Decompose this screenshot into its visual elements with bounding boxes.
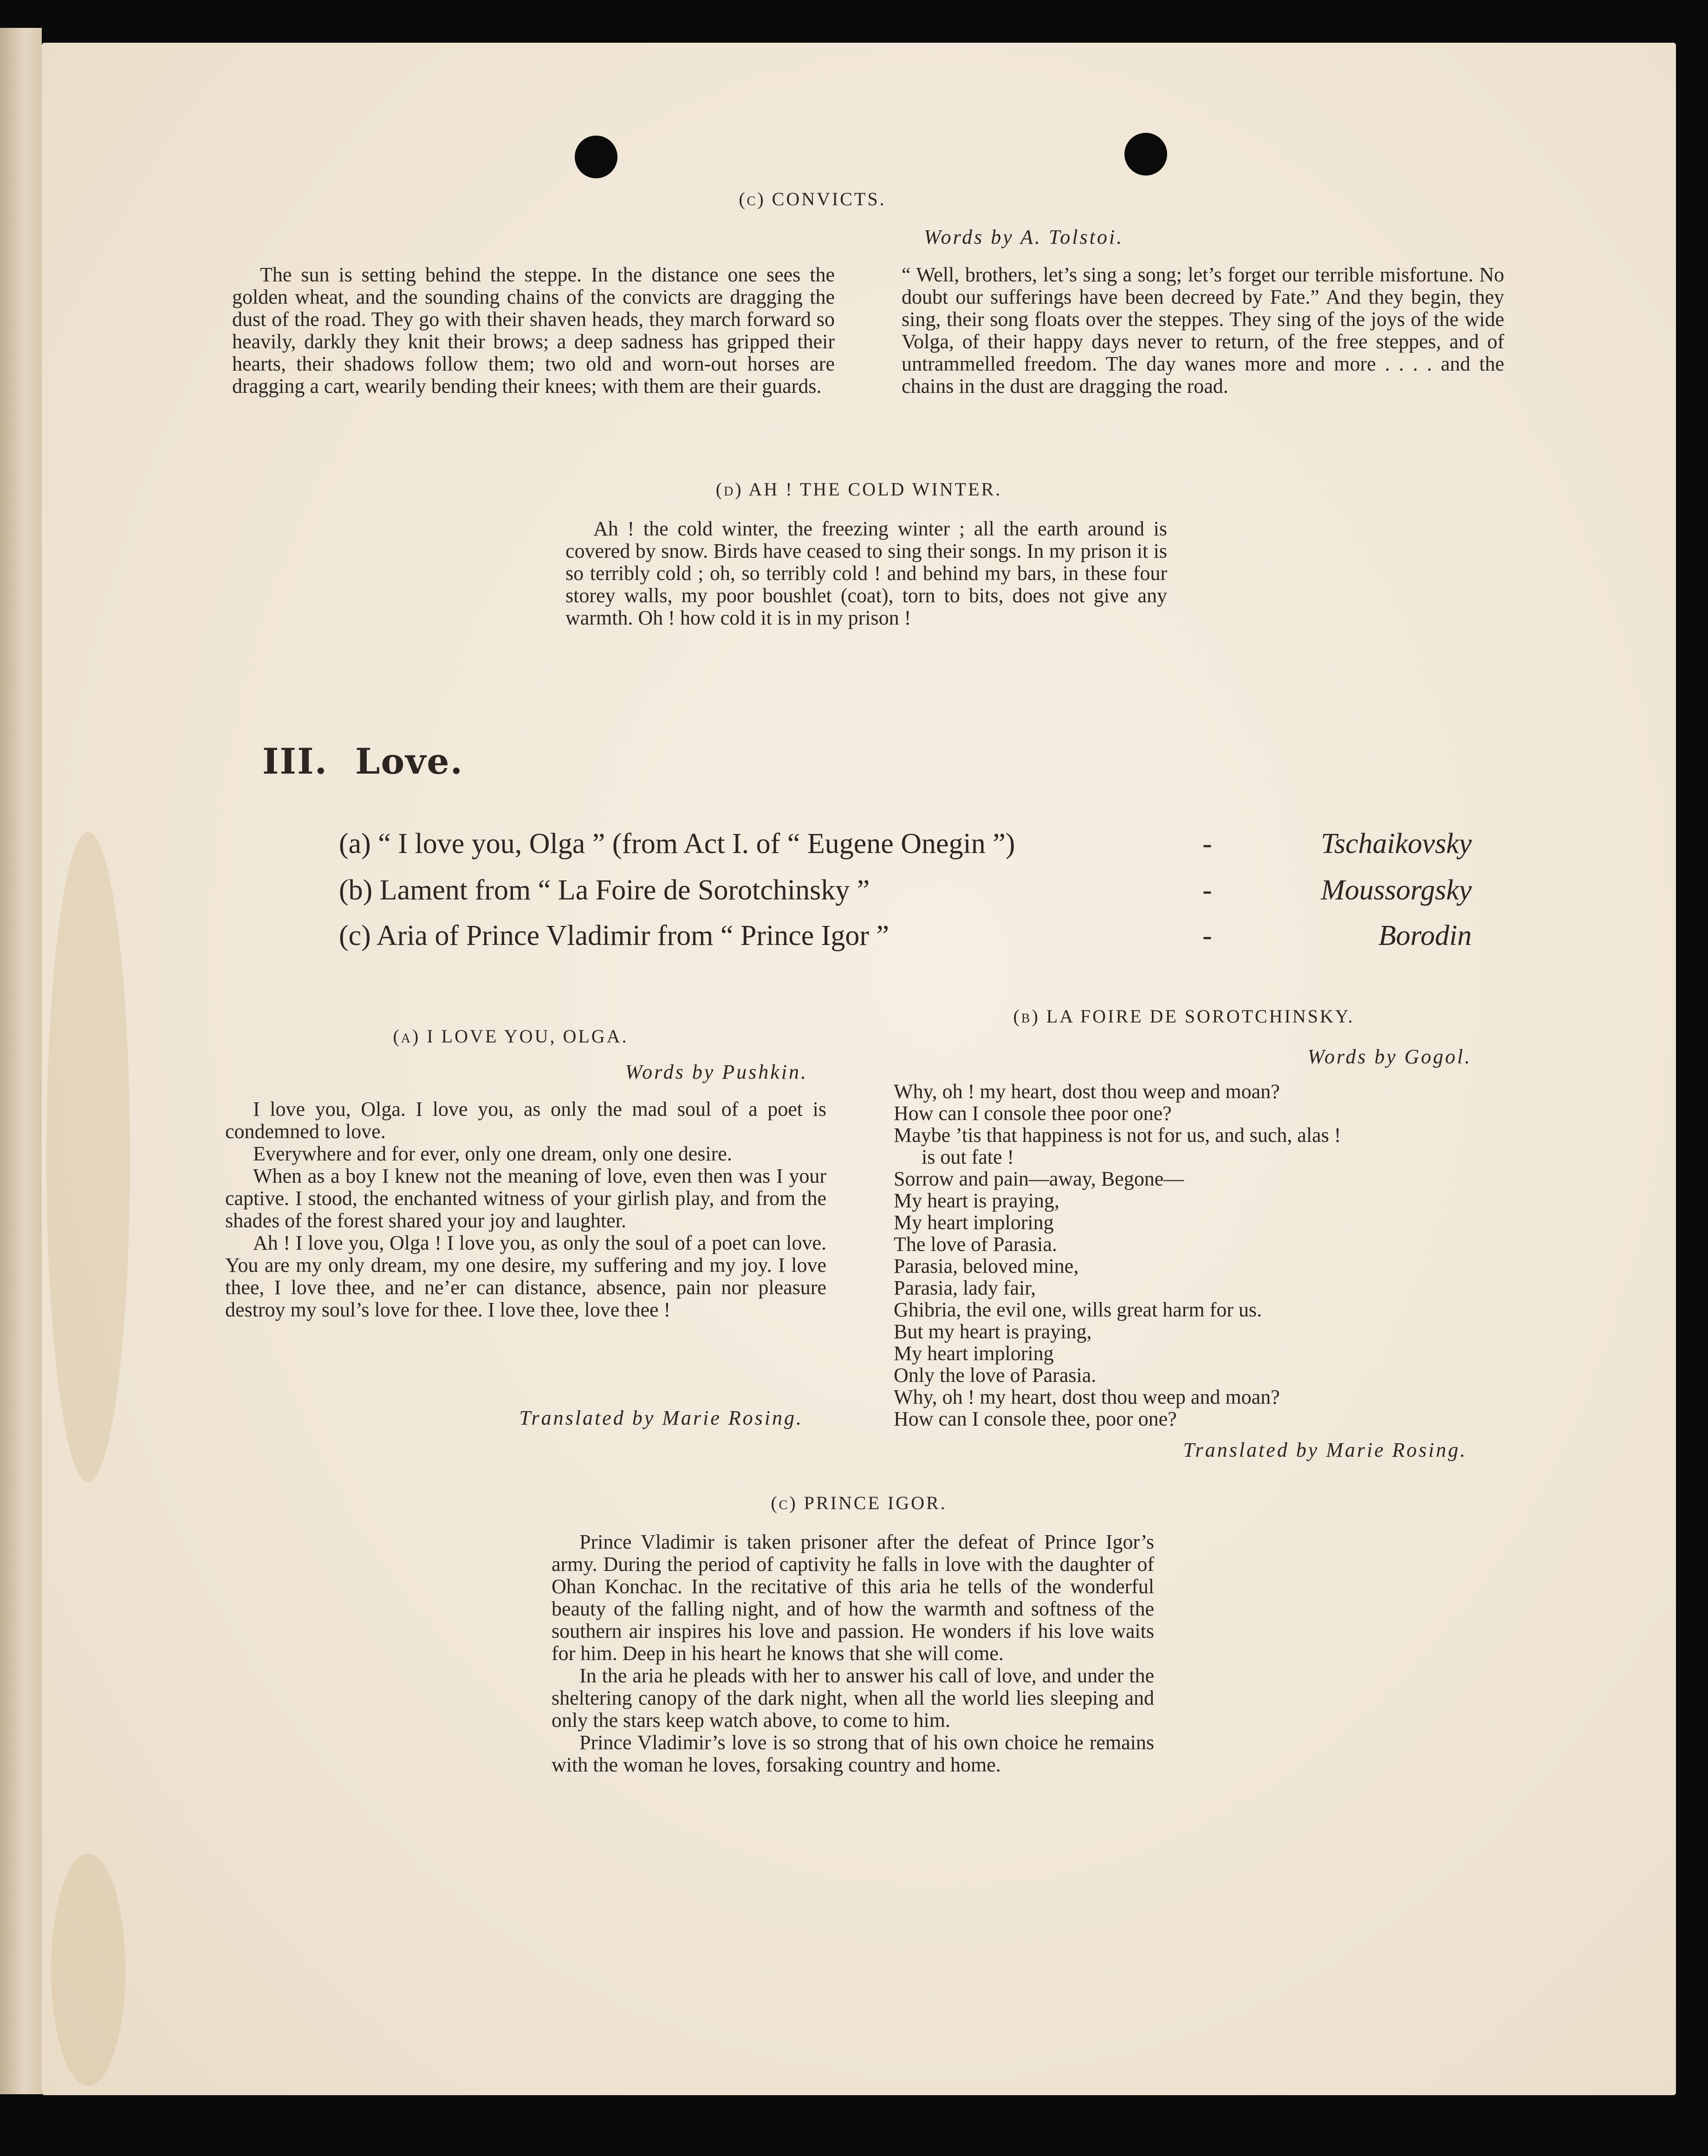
paper-stain bbox=[46, 832, 130, 1482]
igor-text bbox=[552, 1531, 1154, 1776]
olga-translator: Translated by Marie Rosing. bbox=[519, 1407, 803, 1429]
foire-attribution: Words by Gogol. bbox=[1307, 1045, 1472, 1068]
programme-item: (c) Aria of Prince Vladimir from “ Prince Igor ” bbox=[339, 920, 890, 951]
page-binding-edge bbox=[0, 28, 42, 2094]
foire-line: My heart imploring bbox=[894, 1342, 1054, 1365]
foire-line: Parasia, lady fair, bbox=[894, 1277, 1036, 1299]
foire-line: My heart imploring bbox=[894, 1211, 1054, 1234]
foire-line: The love of Parasia. bbox=[894, 1233, 1057, 1256]
programme-dash: - bbox=[1202, 920, 1212, 951]
cold-winter-text: Ah ! the cold winter, the freezing winter ; all the earth around is covered by snow. Birds have ceased to sing their songs. In my prison it is so terribly cold ; oh, so terribly cold ! and behind my bars, in these four storey walls, my poor boushlet (coat), torn to bits, does not give any warmth. Oh ! how cold it is in my prison ! bbox=[565, 517, 1167, 629]
foire-heading: (b) LA FOIRE DE SOROTCHINSKY. bbox=[1013, 1006, 1355, 1027]
foire-line: Ghibria, the evil one, wills great harm for us. bbox=[894, 1298, 1262, 1321]
programme-composer: Tschaikovsky bbox=[1321, 828, 1472, 860]
olga-text bbox=[225, 1098, 826, 1321]
programme-composer: Moussorgsky bbox=[1321, 874, 1472, 906]
foire-line: is out fate ! bbox=[922, 1146, 1014, 1168]
convicts-column-left: The sun is setting behind the steppe. In the distance one sees the golden wheat, and the sounding chains of the convicts are dragging the dust of the road. They go with their shaven heads, they march forward so heavily, darkly they knit their brows; a deep sadness has gripped their hearts, their shadows follow them; two old and worn-out horses are dragging a cart, wearily bending their knees; with them are their guards. bbox=[232, 263, 835, 397]
olga-paragraph: Everywhere and for ever, only one dream, only one desire. bbox=[253, 1142, 732, 1165]
programme-row bbox=[339, 874, 1472, 916]
igor-paragraph: In the aria he pleads with her to answer his call of love, and under the sheltering canopy of the dark night, when all the world lies sleeping and only the stars keep watch above, to come to him. bbox=[552, 1664, 1154, 1732]
olga-attribution: Words by Pushkin. bbox=[625, 1061, 808, 1083]
igor-paragraph: Prince Vladimir’s love is so strong that of his own choice he remains with the woman he loves, forsaking country and home. bbox=[552, 1731, 1154, 1776]
convicts-attribution: Words by A. Tolstoi. bbox=[924, 226, 1124, 248]
foire-line: Parasia, beloved mine, bbox=[894, 1255, 1079, 1277]
olga-heading: (a) I LOVE YOU, OLGA. bbox=[393, 1026, 629, 1047]
olga-paragraph: I love you, Olga. I love you, as only the mad soul of a poet is condemned to love. bbox=[225, 1098, 826, 1143]
foire-line: Why, oh ! my heart, dost thou weep and moan? bbox=[894, 1386, 1280, 1408]
convicts-heading: (c) CONVICTS. bbox=[739, 189, 886, 209]
cold-winter-heading: (d) AH ! THE COLD WINTER. bbox=[715, 479, 1002, 500]
programme-row bbox=[339, 919, 1472, 961]
foire-line: But my heart is praying, bbox=[894, 1320, 1092, 1343]
foire-line: How can I console thee poor one? bbox=[894, 1102, 1172, 1125]
programme-item: (b) Lament from “ La Foire de Sorotchinsky ” bbox=[339, 874, 870, 906]
programme-dash: - bbox=[1202, 828, 1212, 860]
olga-paragraph: Ah ! I love you, Olga ! I love you, as only the soul of a poet can love. You are my only dream, my one desire, my suffering and my joy. I love thee, I love thee, and ne’er can distance, absence, pain nor pleasure destroy my soul’s love for thee. I love thee, love thee ! bbox=[225, 1231, 826, 1321]
punch-hole-right bbox=[1124, 133, 1167, 176]
programme-item: (a) “ I love you, Olga ” (from Act I. of “ Eugene Onegin ”) bbox=[339, 828, 1015, 860]
programme-composer: Borodin bbox=[1378, 920, 1472, 951]
programme-row bbox=[339, 827, 1472, 869]
foire-line: How can I console thee, poor one? bbox=[894, 1407, 1177, 1430]
convicts-column-right: “ Well, brothers, let’s sing a song; let’s forget our terrible misfortune. No doubt our sufferings have been decreed by Fate.” And they begin, they sing, their song floats over the steppes. They sing of the joys of the wide Volga, of their happy days never to return, of the free steppes, and of untrammelled freedom. The day wanes more and more . . . . and the chains in the dust are dragging the road. bbox=[902, 263, 1504, 397]
foire-line: Only the love of Parasia. bbox=[894, 1364, 1097, 1387]
programme-dash: - bbox=[1202, 874, 1212, 906]
olga-paragraph: When as a boy I knew not the meaning of love, even then was I your captive. I stood, the enchanted witness of your girlish play, and from the shades of the forest shared your joy and laughter. bbox=[225, 1165, 826, 1232]
foire-line: Maybe ’tis that happiness is not for us, and such, alas ! bbox=[894, 1124, 1341, 1146]
punch-hole-left bbox=[575, 136, 617, 178]
paper-stain bbox=[51, 1854, 125, 2086]
foire-text bbox=[894, 1081, 1507, 1430]
foire-line: Sorrow and pain—away, Begone— bbox=[894, 1167, 1184, 1190]
foire-translator: Translated by Marie Rosing. bbox=[1183, 1439, 1467, 1461]
foire-line: Why, oh ! my heart, dost thou weep and moan? bbox=[894, 1080, 1280, 1103]
igor-paragraph: Prince Vladimir is taken prisoner after the defeat of Prince Igor’s army. During the period of captivity he falls in love with the daughter of Ohan Konchac. In the recitative of this aria he tells of the wonderful beauty of the falling night, and of how the warmth and softness of the southern air inspires his love and passion. He wonders if his love waits for him. Deep in his heart he knows that she will come. bbox=[552, 1531, 1154, 1665]
igor-heading: (c) PRINCE IGOR. bbox=[771, 1492, 947, 1513]
section-numeral: III. bbox=[262, 741, 328, 782]
foire-line: My heart is praying, bbox=[894, 1189, 1059, 1212]
section-title: Love. bbox=[355, 741, 464, 782]
